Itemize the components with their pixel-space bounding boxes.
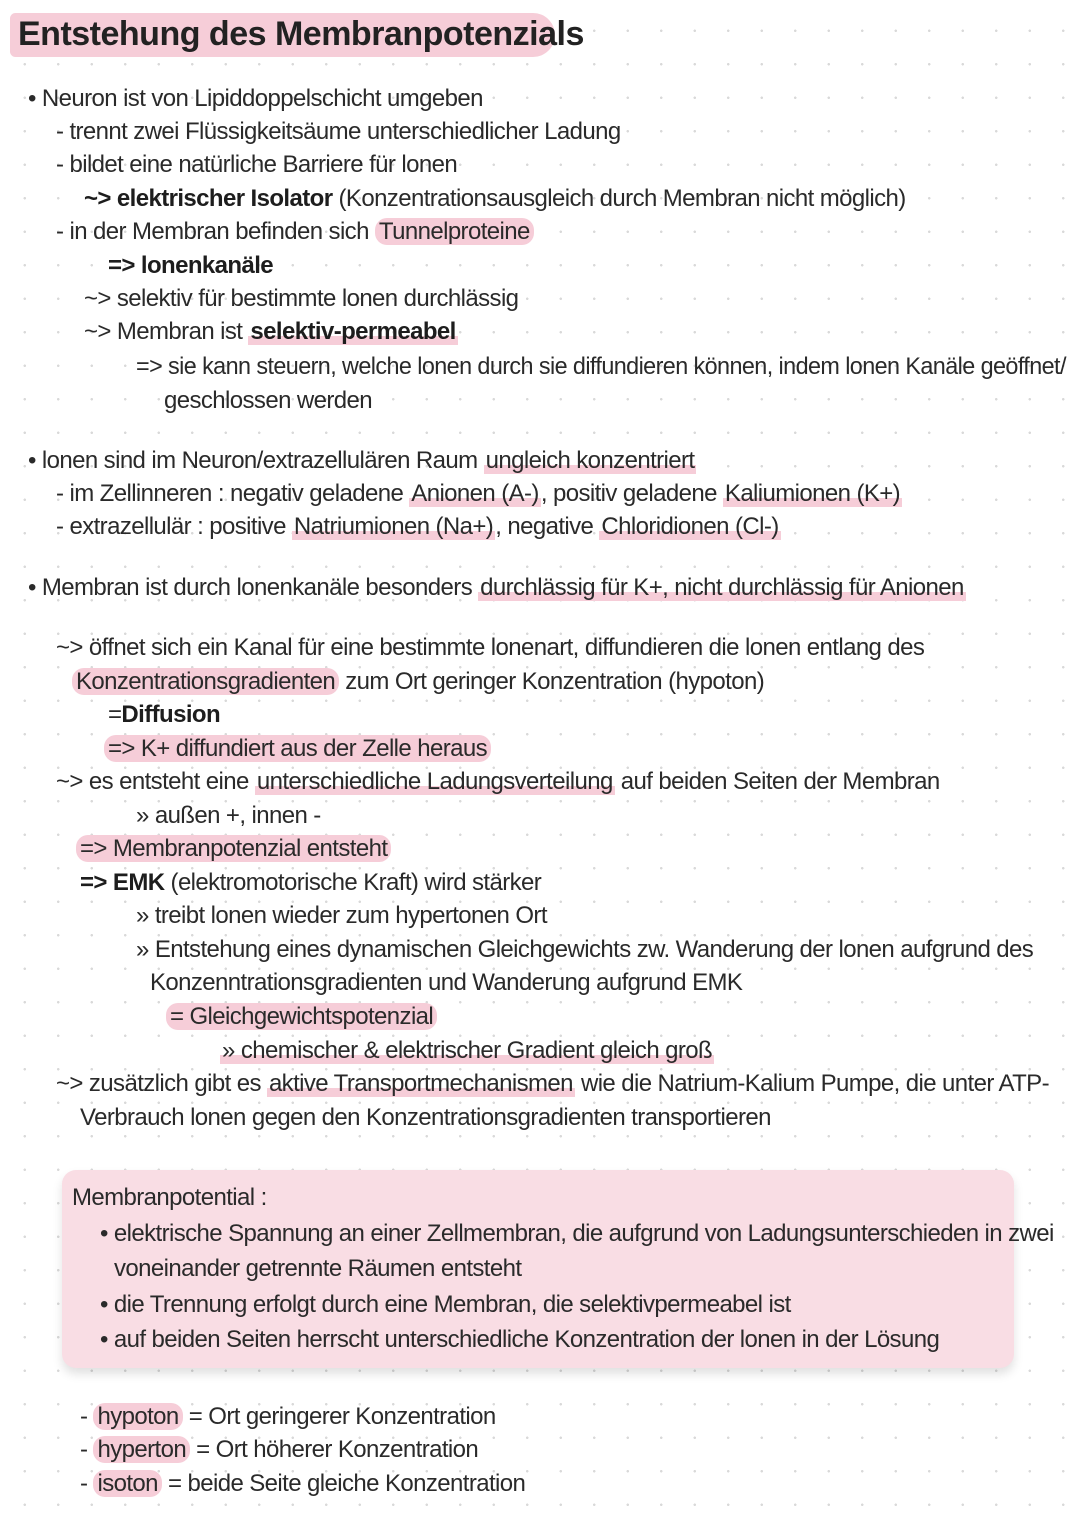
term-emk: EMK: [112, 869, 165, 896]
s3-line-16: Verbrauch lonen gegen den Konzentrationsgradienten transportieren: [80, 1104, 771, 1131]
s3-line-10: » treibt lonen wieder zum hypertonen Ort: [136, 902, 547, 929]
term-row: - hyperton = Ort höherer Konzentration: [80, 1436, 479, 1463]
highlight-tunnelproteine: Tunnelproteine: [375, 218, 534, 245]
s3-line-4: =Diffusion: [108, 701, 221, 728]
term-elektrischer-isolator: elektrischer Isolator: [116, 185, 333, 212]
definition-bullet-1-cont: voneinander getrennte Räumen entsteht: [114, 1255, 522, 1282]
s3-line-2: ~> öffnet sich ein Kanal für eine bestimmte lonenart, diffundieren die lonen entlang des: [56, 634, 925, 661]
s3-line-12: Konzenntrationsgradienten und Wanderung aufgrund EMK: [150, 969, 743, 996]
underline-ungleich-konzentriert: ungleich konzentriert: [485, 447, 695, 474]
definition-title: Membranpotential :: [72, 1184, 267, 1211]
s1-line-7: ~> selektiv für bestimmte lonen durchlässig: [84, 285, 519, 312]
s2-line-1: • lonen sind im Neuron/extrazellulären Raum ungleich konzentriert: [28, 446, 696, 476]
s2-line-3: - extrazellulär : positive Natriumionen (Na+), negative Chloridionen (Cl-): [56, 513, 779, 540]
s3-line-3: Konzentrationsgradienten zum Ort geringer Konzentration (hypoton): [72, 667, 764, 697]
s1-line-3: - bildet eine natürliche Barriere für lonen: [56, 151, 458, 178]
term-ionenkanaele: lonenkanäle: [140, 252, 274, 279]
s3-line-13: = Gleichgewichtspotenzial: [166, 1002, 437, 1032]
s1-line-10: geschlossen werden: [164, 387, 373, 414]
s2-line-2: - im Zellinneren : negativ geladene Anionen (A-), positiv geladene Kaliumionen (K+): [56, 480, 901, 507]
s3-line-9: => EMK (elektromotorische Kraft) wird stärker: [80, 869, 542, 896]
page-title: Entstehung des Membranpotenzials: [18, 15, 584, 53]
s1-line-4: ~> elektrischer Isolator (Konzentrationsausgleich durch Membran nicht möglich): [84, 185, 906, 212]
term-diffusion: Diffusion: [121, 701, 221, 728]
term-selektiv-permeabel: selektiv-permeabel: [250, 318, 456, 345]
definition-bullet-1: • elektrische Spannung an einer Zellmembran, die aufgrund von Ladungsunterschieden in zwei: [100, 1219, 1054, 1249]
s3-line-11: » Entstehung eines dynamischen Gleichgewichts zw. Wanderung der lonen aufgrund des: [136, 936, 1034, 963]
s3-line-14: » chemischer & elektrischer Gradient gleich groß: [222, 1037, 713, 1064]
definition-bullet-3: • auf beiden Seiten herrscht unterschiedliche Konzentration der lonen in der Lösung: [100, 1325, 939, 1355]
s1-line-6: => lonenkanäle: [108, 252, 274, 279]
term-row: - hypoton = Ort geringerer Konzentration: [80, 1403, 496, 1430]
s1-line-9: => sie kann steuern, welche lonen durch sie diffundieren können, indem lonen Kanäle geöffnet/: [136, 353, 1066, 380]
s1-line-5: - in der Membran befinden sich Tunnelproteine: [56, 217, 534, 247]
s3-line-15: ~> zusätzlich gibt es aktive Transportmechanismen wie die Natrium-Kalium Pumpe, die unter ATP-: [56, 1070, 1049, 1097]
s1-line-2: - trennt zwei Flüssigkeitsäume unterschiedlicher Ladung: [56, 118, 621, 145]
s3-line-8: => Membranpotenzial entsteht: [76, 834, 391, 864]
s3-line-1: • Membran ist durch lonenkanäle besonders durchlässig für K+, nicht durchlässig für Anionen: [28, 573, 966, 603]
term-row: - isoton = beide Seite gleiche Konzentration: [80, 1470, 526, 1497]
s3-line-7: » außen +, innen -: [136, 802, 321, 829]
s3-line-5: => K+ diffundiert aus der Zelle heraus: [104, 734, 491, 764]
page-title-highlight: [10, 13, 584, 57]
s1-line-8: ~> Membran ist selektiv-permeabel: [84, 318, 456, 345]
s3-line-6: ~> es entsteht eine unterschiedliche Ladungsverteilung auf beiden Seiten der Membran: [56, 768, 940, 795]
definition-bullet-2: • die Trennung erfolgt durch eine Membran, die selektivpermeabel ist: [100, 1290, 791, 1320]
s1-line-1: • Neuron ist von Lipiddoppelschicht umgeben: [28, 84, 483, 114]
